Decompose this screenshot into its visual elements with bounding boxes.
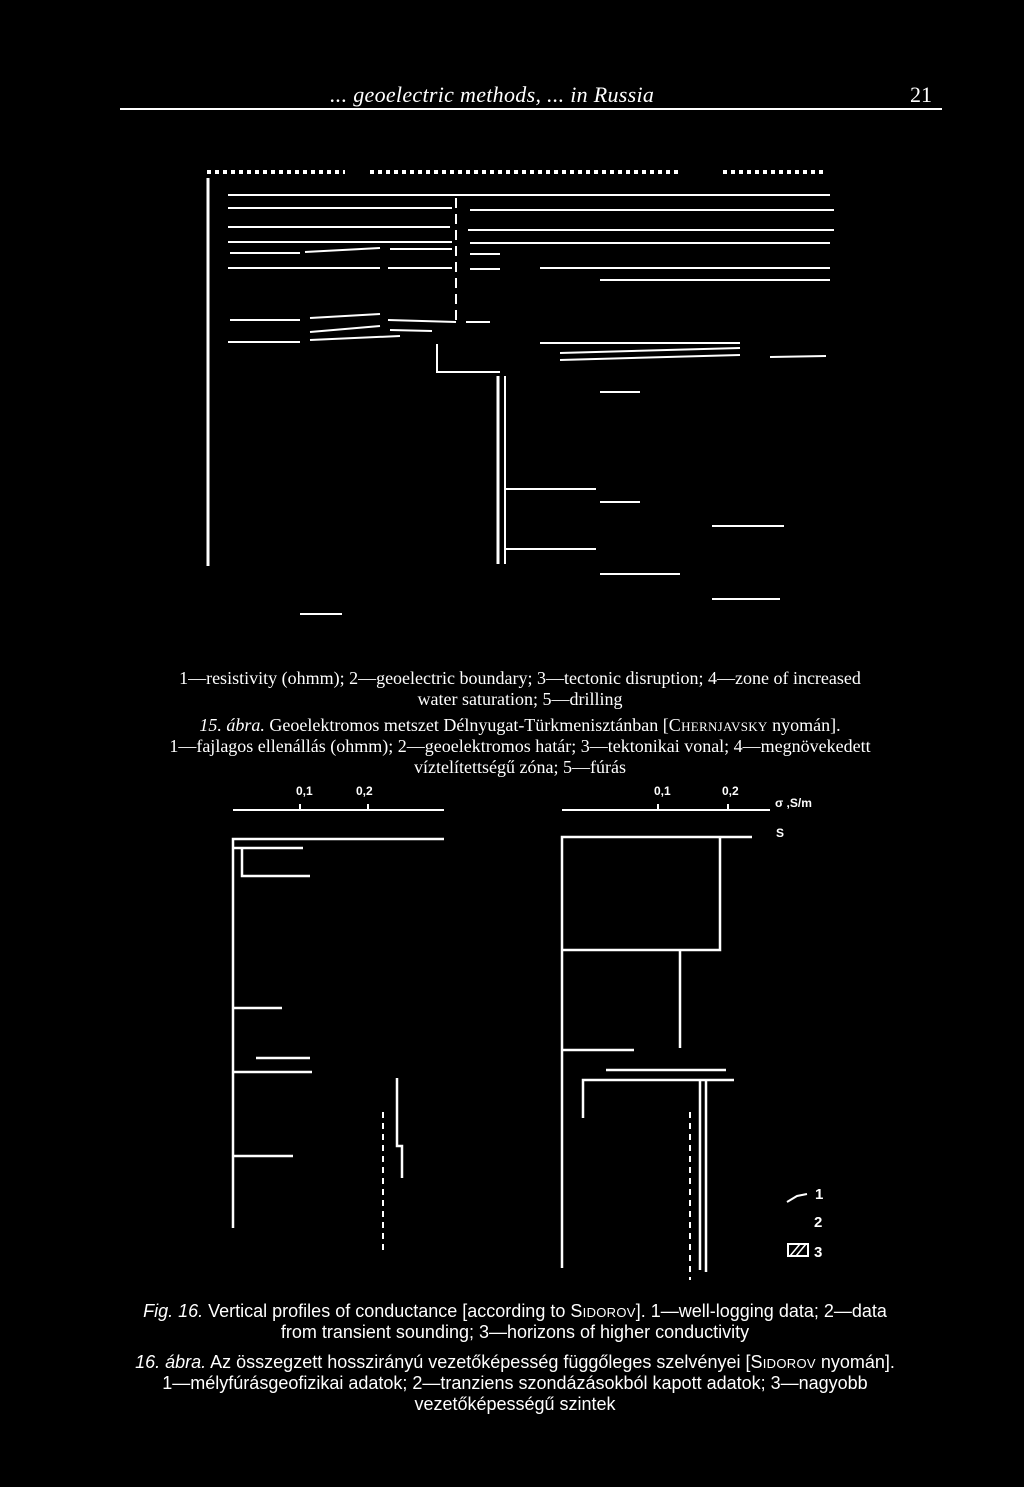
caption-line: [90, 715, 950, 736]
layer-boundary: [770, 356, 826, 357]
caption-line: water saturation; 5—drilling: [417, 689, 623, 709]
caption-line: víztelítettségű zóna; 5—fúrás: [414, 757, 626, 777]
layer-boundary: [310, 336, 400, 340]
author-name: Sidorov: [750, 1352, 816, 1372]
legend-label-2: 2: [814, 1214, 823, 1231]
axis-unit: σ ,S/m: [775, 796, 812, 810]
caption-title: Geoelektromos metszet Délnyugat-Türkmenisztánban [: [269, 715, 669, 735]
figure-16-caption-en: [60, 1301, 970, 1343]
page-number: 21: [910, 82, 932, 107]
caption-line: 1—mélyfúrásgeofizikai adatok; 2—tranziens szondázásokból kapott adatok; 3—nagyobb: [162, 1373, 868, 1393]
layer-boundary: [310, 326, 380, 332]
caption-line: vezetőképességű szintek: [414, 1394, 616, 1414]
layer-boundary: [305, 248, 380, 252]
caption-after: nyomán].: [815, 1352, 895, 1372]
caption-after: ]. 1—well-logging data; 2—data: [635, 1301, 887, 1321]
author-name: Chernjavsky: [668, 715, 768, 735]
fault-step: [437, 344, 500, 372]
left-axis-tick-2: 0,2: [356, 784, 373, 798]
left-axis-tick-1: 0,1: [296, 784, 313, 798]
figure-15-caption-en: [90, 668, 950, 710]
right-profile-step: [562, 837, 720, 950]
caption-line: [60, 1301, 970, 1322]
figure-15-drawing: [0, 150, 1024, 630]
figure-15-section: [0, 150, 1024, 630]
caption-title: Az összegzett hosszirányú vezetőképesség függőleges szelvényei [: [210, 1352, 751, 1372]
layer-boundary: [560, 348, 740, 353]
figure-16-drawing: [0, 780, 1024, 1300]
layer-boundary: [388, 320, 456, 322]
caption-line: from transient sounding; 3—horizons of higher conductivity: [280, 1322, 750, 1342]
right-axis-tick-2: 0,2: [722, 784, 739, 798]
caption-line: 1—resistivity (ohmm); 2—geoelectric boundary; 3—tectonic disruption; 4—zone of increased: [179, 668, 861, 688]
left-profile-sounding: [397, 1078, 402, 1178]
right-profile-logging: [562, 837, 752, 1268]
caption-line: [60, 1352, 970, 1373]
legend-label-3: 3: [814, 1244, 823, 1261]
right-profile-step: [583, 1080, 734, 1118]
figure-15-caption-hu: [90, 715, 950, 778]
left-profile-logging: [233, 839, 444, 1228]
layer-boundary: [310, 314, 380, 318]
caption-title: Vertical profiles of conductance [according to: [208, 1301, 571, 1321]
figure-label: Fig. 16.: [143, 1301, 204, 1321]
layer-boundary: [560, 355, 740, 360]
figure-label: 16. ábra.: [135, 1352, 207, 1372]
figure-16-caption-hu: [60, 1352, 970, 1415]
figure-label: 15. ábra.: [199, 715, 265, 735]
right-axis-tick-1: 0,1: [654, 784, 671, 798]
legend-hatch: [796, 1244, 806, 1256]
axis-unit-second: S: [776, 826, 785, 840]
figure-16-profiles: [0, 780, 1024, 1300]
header-rule: [120, 108, 942, 110]
running-title: ... geoelectric methods, ... in Russia: [330, 82, 655, 107]
legend-label-1: 1: [815, 1186, 824, 1203]
author-name: Sidorov: [570, 1301, 636, 1321]
legend-symbol-1: [787, 1194, 807, 1202]
caption-after: nyomán].: [767, 715, 841, 735]
layer-boundary: [390, 330, 432, 331]
left-profile-step: [242, 848, 310, 876]
caption-line: 1—fajlagos ellenállás (ohmm); 2—geoelektromos határ; 3—tektonikai vonal; 4—megnövekedett: [169, 736, 871, 756]
legend-hatch: [790, 1244, 800, 1256]
